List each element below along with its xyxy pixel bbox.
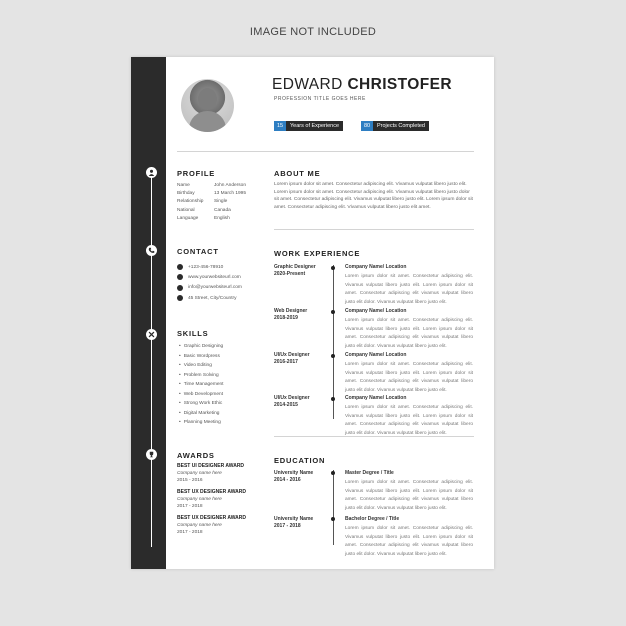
education-heading: EDUCATION (274, 456, 326, 465)
skill-item: • Graphic Designing (179, 342, 224, 352)
timeline-dot (331, 471, 335, 475)
skill-item: • Planning Meeting (179, 418, 224, 428)
skill-item: • Basic Wordpress (179, 352, 224, 362)
timeline-dot (331, 517, 335, 521)
about-divider (274, 229, 474, 230)
award-item: BEST UX DESIGNER AWARD Company name here 2017 - 2018 (177, 489, 246, 509)
timeline-dot (331, 354, 335, 358)
globe-icon (177, 274, 183, 280)
about-heading: ABOUT ME (274, 169, 321, 178)
skill-item: • Web Development (179, 390, 224, 400)
work-heading: WORK EXPERIENCE (274, 249, 361, 258)
awards-heading: AWARDS (177, 451, 215, 460)
timeline-dot (331, 266, 335, 270)
contact-website: www.yourwebsiteurl.com (177, 272, 242, 282)
projects-badge: 80 Projects Completed (361, 121, 429, 131)
award-item: BEST UI DESIGNER AWARD Company name here 2015 - 2016 (177, 463, 245, 483)
award-item: BEST UX DESIGNER AWARD Company name here 2017 - 2018 (177, 515, 246, 535)
skill-item: • Video Editing (179, 361, 224, 371)
sidebar-strip (131, 57, 166, 569)
image-not-included-caption: IMAGE NOT INCLUDED (249, 26, 377, 38)
profile-row: Birthday 13 March 1995 (177, 191, 246, 197)
email-icon (177, 285, 183, 291)
skill-item: • Time Management (179, 380, 224, 390)
user-icon (146, 167, 157, 178)
contact-heading: CONTACT (177, 247, 219, 256)
contact-address: 45 Street, City/Country (177, 293, 242, 303)
work-divider (274, 436, 474, 437)
resume-page: EDWARD CHRISTOFER PROFESSION TITLE GOES HERE 15 Years of Experience 80 Projects Completed PROFILE Name John Anderson Birthday 13 March 1995 Relationship Single National Canada Language English CONTACT +123-456-78910 www.yourwebsiteurl.com info@yourwebsiteurl.com 45 Street, City/Country SKILLS • Graphic Designing • Basic Wordpress • Video Editing • Problem Solving • Time Management • Web Development • Strong Work Ethic • Digital Marketing • Planning Meeting AWARDS BEST UI DESIGNER AWARD Company name here 2015 - 2016 BEST UX DESIGNER AWARD Company name here 2017 - 2018 BEST UX DESIGNER AWARD Company name here 2017 - 2018 ABOUT ME Lorem ipsum dolor sit amet. Consectetur adipiscing elit. Vivamus vulputat libero justo elit. Lorem ipsum dolor sit amet. Consectetur adipiscing elit. Vivamus vulputat libero justo dolor sit amet. Consectetur adipiscing elit. Vivamus vulputat libero justo elit. Lorem ipsum dolor sit amet. Consectetur adipiscing elit. Vivamus vulputat libero justo elit amet. WORK EXPERIENCE Graphic Designer 2020-Present Company Name/ Location Lorem ipsum dolor sit amet. Consectetur adipiscing elit. Vivamus vulputat libero justo elit. Lorem ipsum dolor sit amet. Consectetur adipiscing elit vivamus vulputat libero justo elit dolor. Vivamus vulputat libero justo elit. Web Designer 2018-2019 Company Name/ Location Lorem ipsum dolor sit amet. Consectetur adipiscing elit. Vivamus vulputat libero justo elit. Lorem ipsum dolor sit amet. Consectetur adipiscing elit vivamus vulputat libero justo elit dolor. Vivamus vulputat libero justo elit. UI/Ux Designer 2016-2017 Company Name/ Location Lorem ipsum dolor sit amet. Consectetur adipiscing elit. Vivamus vulputat libero justo elit. Lorem ipsum dolor sit amet. Consectetur adipiscing elit vivamus vulputat libero justo elit dolor. Vivamus vulputat libero justo elit. UI/Ux Designer 2014-2015 Company Name/ Location Lorem ipsum dolor sit amet. Consectetur adipiscing elit. Vivamus vulputat libero justo elit. Lorem ipsum dolor sit amet. Consectetur adipiscing elit vivamus vulputat libero justo elit dolor. Vivamus vulputat libero justo elit. EDUCATION University Name 2014 - 2016 Master Degree / Title Lorem ipsum dolor sit amet. Consectetur adipiscing elit. Vivamus vulputat libero justo elit. Lorem ipsum dolor sit amet. Consectetur adipiscing elit vivamus vulputat libero justo elit dolor. Vivamus vulputat libero justo elit. University Name 2017 - 2018 Bachelor Degree / Title Lorem ipsum dolor sit amet. Consectetur adipiscing elit. Vivamus vulputat libero justo elit. Lorem ipsum dolor sit amet. Consectetur adipiscing elit vivamus vulputat libero justo elit dolor. Vivamus vulputat libero justo elit. (131, 57, 494, 569)
contact-email: info@yourwebsiteurl.com (177, 283, 242, 293)
profile-row: National Canada (177, 207, 231, 213)
trophy-icon (146, 449, 157, 460)
profile-row: Language English (177, 215, 230, 221)
about-text: Lorem ipsum dolor sit amet. Consectetur adipiscing elit. Vivamus vulputat libero justo elit. Lorem ipsum dolor sit amet. Consectetur adipiscing elit. Vivamus vulputat libero justo dolor sit amet. Consectetur adipiscing elit. Vivamus vulputat libero justo elit. Lorem ipsum dolor sit amet. Consectetur adipiscing elit. Vivamus vulputat libero justo elit amet. (274, 182, 473, 210)
awards-list (177, 463, 246, 541)
header-divider (177, 151, 474, 152)
profile-list (177, 182, 246, 223)
experience-badge: 15 Years of Experience (274, 121, 343, 131)
location-icon (177, 295, 183, 301)
profile-heading: PROFILE (177, 169, 216, 178)
sidebar-timeline (151, 167, 152, 547)
work-timeline (333, 265, 334, 419)
profile-row: Name John Anderson (177, 183, 247, 188)
timeline-dot (331, 397, 335, 401)
skill-item: • Strong Work Ethic (179, 399, 224, 409)
skill-item: • Problem Solving (179, 371, 224, 381)
tools-icon (146, 329, 157, 340)
timeline-dot (331, 310, 335, 314)
phone-icon (146, 245, 157, 256)
skill-item: • Digital Marketing (179, 409, 224, 419)
contact-list (177, 262, 242, 303)
full-name: EDWARD CHRISTOFER (272, 76, 452, 93)
profile-photo (181, 79, 234, 132)
phone-icon (177, 264, 183, 270)
profession-title: PROFESSION TITLE GOES HERE (274, 96, 366, 102)
contact-phone: +123-456-78910 (177, 262, 242, 272)
skills-heading: SKILLS (177, 329, 209, 338)
education-timeline (333, 470, 334, 545)
profile-row: Relationship Single (177, 199, 228, 205)
skills-list (179, 342, 224, 428)
